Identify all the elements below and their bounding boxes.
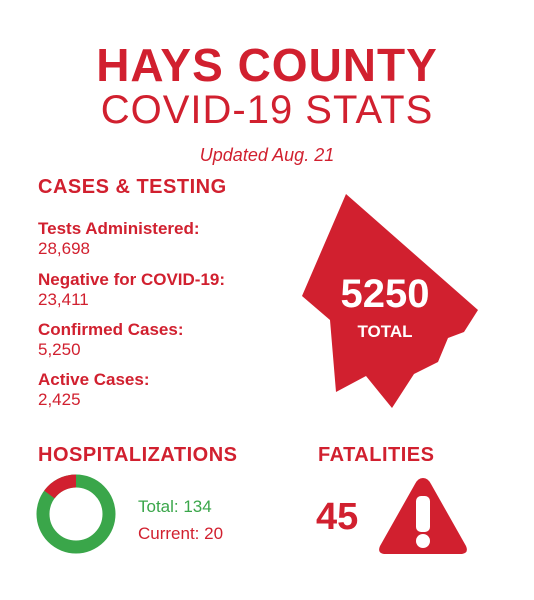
map-total-label: TOTAL (357, 322, 413, 341)
fatalities-count: 45 (316, 496, 359, 538)
stat-value: 2,425 (38, 390, 81, 409)
hospitalization-donut-icon (35, 473, 117, 555)
stat-confirmed (38, 320, 183, 360)
stat-label: Confirmed Cases: (38, 320, 184, 339)
stat-label: Negative for COVID-19: (38, 270, 226, 289)
hospitalizations-current: Current: 20 (138, 524, 224, 543)
stat-negative (38, 270, 225, 310)
stat-value: 5,250 (38, 340, 81, 359)
page-title: HAYS COUNTY (96, 39, 438, 91)
stat-value: 23,411 (38, 290, 89, 309)
cases-testing-heading: CASES & TESTING (38, 176, 227, 198)
stat-value: 28,698 (38, 239, 90, 258)
page-subtitle: COVID-19 STATS (100, 88, 434, 132)
updated-date: Updated Aug. 21 (199, 145, 335, 165)
warning-triangle-icon (376, 474, 470, 556)
stat-tests-administered (38, 219, 200, 259)
stat-active (38, 370, 150, 410)
hospitalizations-total: Total: 134 (138, 497, 212, 516)
stat-label: Active Cases: (38, 370, 150, 389)
map-total-number: 5250 (340, 272, 430, 316)
stat-label: Tests Administered: (38, 219, 200, 238)
hospitalizations-heading: HOSPITALIZATIONS (38, 444, 238, 466)
fatalities-heading: FATALITIES (318, 444, 435, 466)
